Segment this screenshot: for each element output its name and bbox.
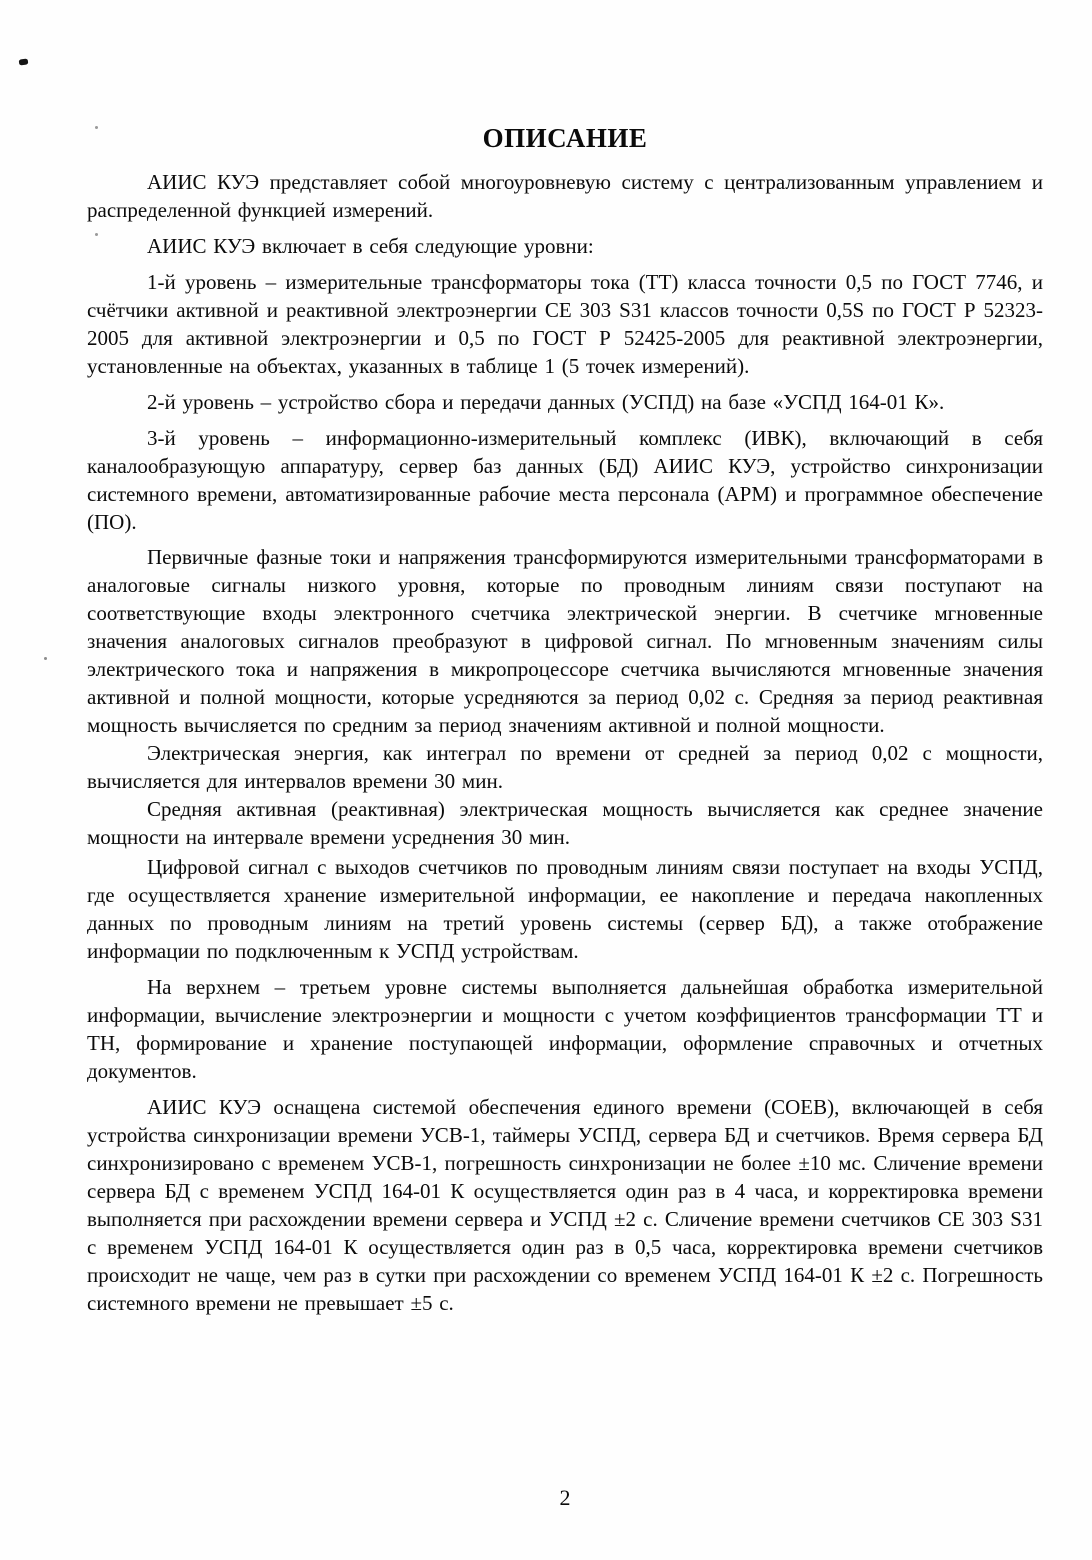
paragraph-upper-level: На верхнем – третьем уровне системы выполняется дальнейшая обработка измерительной информации, вычисление электроэнергии и мощности с учетом коэффициентов трансформации ТТ и ТН, формирование и хранение поступающей информации, оформление справочных и отчетных документов. (87, 975, 1043, 1083)
document-body (87, 0, 1043, 1317)
page-number: 2 (559, 1485, 571, 1510)
paragraph-level-2: 2-й уровень – устройство сбора и передачи данных (УСПД) на базе «УСПД 164-01 К». (147, 390, 945, 414)
paragraph-level-1: 1-й уровень – измерительные трансформаторы тока (ТТ) класса точности 0,5 по ГОСТ 7746, и счётчики активной и реактивной электроэнергии СЕ 303 S31 классов точности 0,5S по ГОСТ Р 52323-2005 для активной электроэнергии и 0,5 по ГОСТ Р 52425-2005 для реактивной электроэнергии, установленные на объектах, указанных в таблице 1 (5 точек измерений). (87, 270, 1043, 378)
paragraph-intro: АИИС КУЭ представляет собой многоуровневую систему с централизованным управлением и распределенной функцией измерений. (87, 170, 1043, 222)
paragraph-levels-lead: АИИС КУЭ включает в себя следующие уровни: (147, 234, 594, 258)
paragraph-time-system: АИИС КУЭ оснащена системой обеспечения единого времени (СОЕВ), включающей в себя устройства синхронизации времени УСВ-1, таймеры УСПД, сервера БД и счетчиков. Время сервера БД синхронизировано с временем УСВ-1, погрешность синхронизации не более ±10 мс. Сличение времени сервера БД с временем УСПД 164-01 К осуществляется один раз в 4 часа, и корректировка времени выполняется при расхождении времени сервера и УСПД ±2 с. Сличение времени счетчиков СЕ 303 S31 с временем УСПД 164-01 К осуществляется один раз в 0,5 часа, корректировка времени счетчиков происходит не чаще, чем раз в сутки при расхождении со временем УСПД 164-01 К ±2 с. Погрешность системного времени не превышает ±5 с. (87, 1095, 1043, 1315)
paragraph-signal-path: Первичные фазные токи и напряжения трансформируются измерительными трансформаторами в аналоговые сигналы низкого уровня, которые по проводным линиям связи поступают на соответствующие входы электронного счетчика электрической энергии. В счетчике мгновенные значения аналоговых сигналов преобразуют в цифровой сигнал. По мгновенным значениям силы электрического тока и напряжения в микропроцессоре счетчика вычисляются мгновенные значения активной и полной мощности, которые усредняются за период 0,02 с. Средняя за период реактивная мощность вычисляется по средним за период значениям активной и полной мощности. (87, 545, 1043, 737)
scan-artifact-dot (44, 657, 47, 660)
scan-artifact-speck (19, 58, 29, 65)
paragraph-average-power: Средняя активная (реактивная) электрическая мощность вычисляется как среднее значение мощности на интервале времени усреднения 30 мин. (87, 797, 1043, 849)
paragraph-energy-integral: Электрическая энергия, как интеграл по времени от средней за период 0,02 с мощности, вычисляется для интервалов времени 30 мин. (87, 741, 1043, 793)
document-title: ОПИСАНИЕ (482, 123, 648, 153)
paragraph-level-3: 3-й уровень – информационно-измерительный комплекс (ИВК), включающий в себя каналообразующую аппаратуру, сервер баз данных (БД) АИИС КУЭ, устройство синхронизации системного времени, автоматизированные рабочие места персонала (АРМ) и программное обеспечение (ПО). (87, 426, 1043, 534)
paragraph-digital-signal: Цифровой сигнал с выходов счетчиков по проводным линиям связи поступает на входы УСПД, где осуществляется хранение измерительной информации, ее накопление и передача накопленных данных по проводным линиям на третий уровень системы (сервер БД), а также отображение информации по подключенным к УСПД устройствам. (87, 855, 1043, 963)
